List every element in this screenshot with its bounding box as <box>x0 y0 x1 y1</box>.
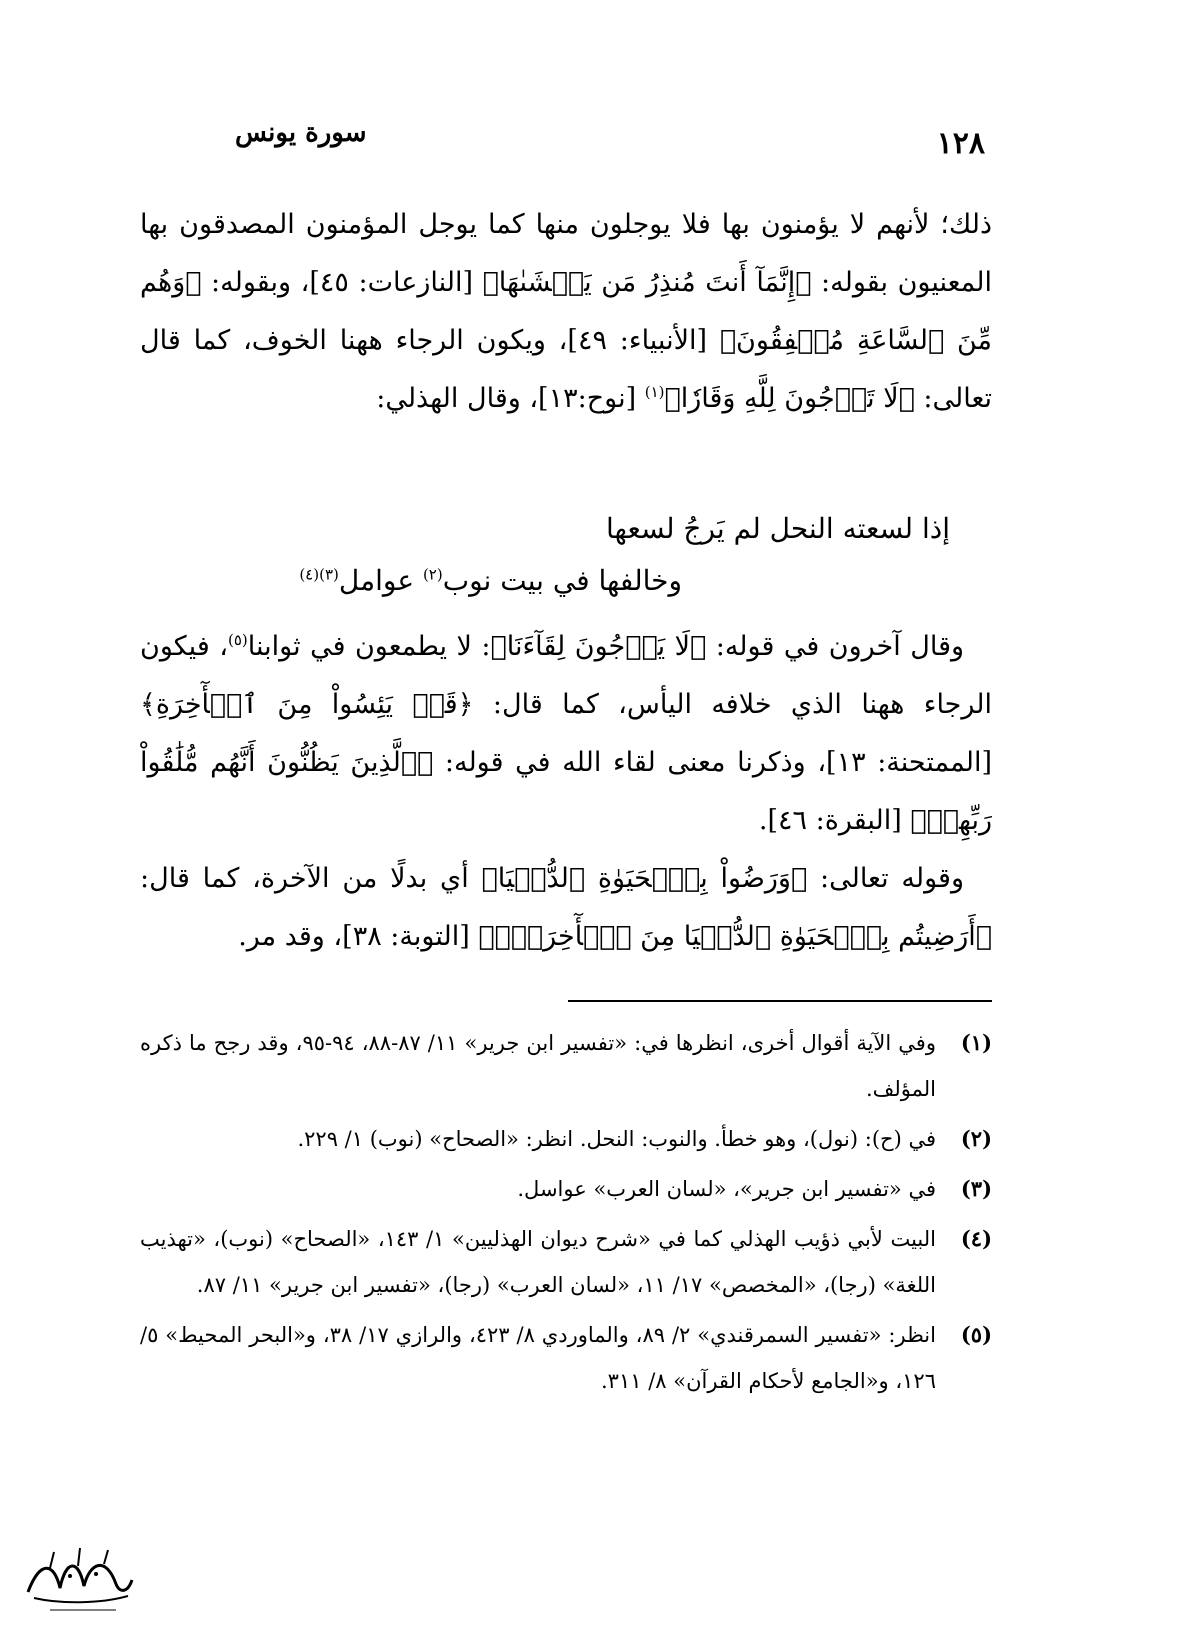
quran-quote: ﴿أَرَضِيتُم بِٱلۡحَيَوٰةِ ٱلدُّنۡيَا مِنَ ٱلۡأٓخِرَةِۚ﴾ <box>478 921 992 952</box>
footnote-number: (٥) <box>960 1322 992 1347</box>
quran-quote: ﴿إِنَّمَآ أَنتَ مُنذِرُ مَن يَخۡشَىٰهَا﴾ <box>482 267 812 298</box>
quran-quote: ﴿لَا تَرۡجُونَ لِلَّهِ وَقَارٗا﴾ <box>664 383 915 414</box>
quran-quote: ﴿وَرَضُواْ بِٱلۡحَيَوٰةِ ٱلدُّنۡيَا﴾ <box>481 863 808 894</box>
footnote <box>140 1216 992 1308</box>
text-run: [البقرة: ٤٦]. <box>758 805 911 836</box>
page-header <box>235 118 985 168</box>
paragraph-3 <box>140 850 992 966</box>
main-text <box>140 196 992 428</box>
footnote <box>140 1312 992 1404</box>
quran-quote: ﴿وَهُم مِّنَ ٱلسَّاعَةِ مُشۡفِقُونَ﴾ <box>140 267 992 356</box>
paragraph-1 <box>140 196 992 428</box>
text-run: [الأنبياء: ٤٩]، ويكون الرجاء ههنا الخوف، كما قال تعالى: <box>140 325 992 414</box>
quran-quote: ﴿قَدۡ يَئِسُواْ مِنَ ٱلۡأٓخِرَةِ﴾ <box>140 689 474 720</box>
text-run: ، فيكون الرجاء ههنا الذي خلافه اليأس، كما قال: <box>140 631 992 720</box>
running-title: سورة يونس <box>235 118 367 148</box>
footnote-text: وفي الآية أقوال أخرى، انظرها في: «تفسير ابن جرير» ١١/ ٨٧-٨٨، ٩٤-٩٥، وقد رجح ما ذكره المؤلف. <box>140 1031 936 1101</box>
text-run: وقال آخرون في قوله: <box>706 631 965 662</box>
footnote-text: في «تفسير ابن جرير»، «لسان العرب» عواسل. <box>517 1177 936 1201</box>
footnote-divider <box>568 1000 992 1002</box>
main-text-continued <box>140 618 992 966</box>
footnote-ref: (١) <box>644 383 665 401</box>
footnote <box>140 1020 992 1112</box>
footnotes <box>140 1020 992 1408</box>
logo-mark <box>20 1540 140 1620</box>
footnote-text: انظر: «تفسير السمرقندي» ٢/ ٨٩، والماوردي ٨/ ٤٢٣، والرازي ١٧/ ٣٨، و«البحر المحيط» ٥/ ١٢٦، و«الجامع لأحكام القرآن» ٨/ ٣١١. <box>140 1323 936 1393</box>
footnote <box>140 1166 992 1212</box>
footnote-ref: (٣)(٤) <box>299 565 339 584</box>
footnote-number: (٣) <box>960 1176 992 1201</box>
footnote-ref: (٥) <box>227 631 248 649</box>
footnote-ref: (٢) <box>422 565 443 584</box>
footnote-number: (١) <box>960 1030 992 1055</box>
verse-text: عوامل <box>338 564 423 597</box>
quran-quote: ﴿ٱلَّذِينَ يَظُنُّونَ أَنَّهُم مُّلَٰقُواْ رَبِّهِمۡ﴾ <box>140 747 992 836</box>
publisher-logo <box>20 1540 140 1620</box>
paragraph-2 <box>140 618 992 850</box>
text-run: [الممتحنة: ١٣]، وذكرنا معنى لقاء الله في قوله: <box>433 747 992 778</box>
verse-text: وخالفها في بيت نوب <box>442 564 682 597</box>
footnote-text: البيت لأبي ذؤيب الهذلي كما في «شرح ديوان الهذليين» ١/ ١٤٣، «الصحاح» (نوب)، «تهذيب اللغة» (رجا)، «المخصص» ١٧/ ١١، «لسان العرب» (رجا)، «تفسير ابن جرير» ١١/ ٨٧. <box>140 1227 936 1297</box>
text-run: أي بدلًا من الآخرة، كما قال: <box>140 863 482 894</box>
text-run: [نوح:١٣]، وقال الهذلي: <box>376 383 645 414</box>
poem-verse-1: إذا لسعته النحل لم يَرجُ لسعها <box>606 512 950 545</box>
text-run: وقوله تعالى: <box>807 863 965 894</box>
poem-verse-2 <box>299 556 682 606</box>
text-run: [النازعات: ٤٥]، وبقوله: <box>201 267 483 298</box>
page-number: ١٢٨ <box>936 126 985 161</box>
text-run: ذلك؛ لأنهم لا يؤمنون بها فلا يوجلون منها كما يوجل المؤمنون المصدقون بها المعنيون بقوله: <box>140 209 993 298</box>
footnote-text: في (ح): (نول)، وهو خطأ. والنوب: النحل. انظر: «الصحاح» (نوب) ١/ ٢٢٩. <box>297 1127 936 1151</box>
text-run: : لا يطمعون في ثوابنا <box>247 631 491 662</box>
footnote <box>140 1116 992 1162</box>
quran-quote: ﴿لَا يَرۡجُونَ لِقَآءَنَا﴾ <box>490 631 707 662</box>
footnote-number: (٢) <box>960 1126 992 1151</box>
footnote-number: (٤) <box>960 1226 992 1251</box>
text-run: [التوبة: ٣٨]، وقد مر. <box>238 921 479 952</box>
